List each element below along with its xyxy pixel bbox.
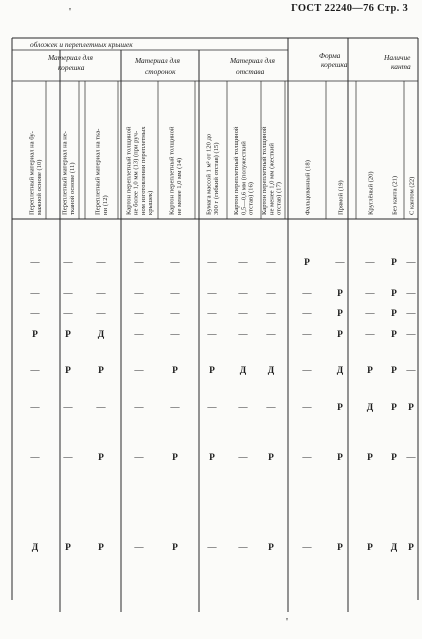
table-cell: Р	[337, 543, 343, 553]
table-cell: —	[238, 288, 248, 298]
table-cell: Д	[267, 366, 275, 376]
table-cell: —	[30, 257, 40, 267]
table-cell: —	[207, 542, 217, 552]
column-header-19: Прямой (19)	[337, 180, 345, 215]
table-cell: —	[238, 329, 248, 339]
table-cell: Р	[408, 403, 414, 413]
column-header-11: тканой основе (11)	[68, 162, 76, 215]
table-cell: —	[63, 257, 73, 267]
table-cell: —	[302, 288, 312, 298]
table-cell: Р	[304, 258, 310, 268]
scan-mark-top: '	[69, 6, 71, 18]
table-cell: —	[266, 308, 276, 318]
table-cell: —	[96, 308, 106, 318]
table-cell: —	[302, 542, 312, 552]
table-cell: —	[134, 257, 144, 267]
table-cell: Д	[239, 366, 247, 376]
table-cell: —	[238, 308, 248, 318]
table-cell: —	[302, 402, 312, 412]
table-cell: —	[406, 308, 416, 318]
table-cell: —	[63, 308, 73, 318]
column-header-16: отстав) (16)	[247, 182, 255, 215]
table-cell: —	[302, 329, 312, 339]
table-cell: —	[406, 257, 416, 267]
group-header-3: отстава	[236, 67, 265, 76]
table-cell: —	[266, 257, 276, 267]
column-header-14: не менее 1,0 мм (14)	[175, 157, 183, 215]
group-header-1: корешка	[58, 63, 85, 72]
table-cell: —	[365, 329, 375, 339]
table-cell: —	[63, 288, 73, 298]
table-cell: Р	[367, 543, 373, 553]
table-cell: —	[170, 288, 180, 298]
column-header-10: мажной основе (10)	[35, 159, 43, 215]
table-cell: Д	[31, 543, 39, 553]
table-cell: Р	[65, 330, 71, 340]
table-cell: Р	[98, 543, 104, 553]
table-cell: —	[134, 329, 144, 339]
table-cell: —	[238, 257, 248, 267]
table-cell: —	[365, 308, 375, 318]
table-cell: Р	[337, 309, 343, 319]
table-cell: —	[134, 308, 144, 318]
column-header-13: ном изготовлении переплетных	[139, 126, 147, 215]
table-cell: Р	[209, 453, 215, 463]
table-cell: Р	[337, 453, 343, 463]
column-header-13: не более 1,0 мм (13) (при руч-	[132, 130, 140, 215]
table-cell: —	[238, 402, 248, 412]
table-cell: —	[406, 365, 416, 375]
table-cell: Р	[337, 289, 343, 299]
table-cell: —	[302, 365, 312, 375]
table-cell: Р	[391, 453, 397, 463]
group-header-4: корешка	[321, 60, 348, 69]
table-cell: Р	[337, 330, 343, 340]
table-cell: —	[238, 542, 248, 552]
table-cell: Р	[172, 366, 178, 376]
group-header-2: сторонок	[145, 67, 176, 76]
column-header-13: Картон переплетный толщиной	[125, 126, 133, 215]
table-cell: —	[134, 288, 144, 298]
table-cell: Р	[367, 366, 373, 376]
table-cell: —	[30, 402, 40, 412]
column-header-20: Круглёный (20)	[367, 171, 375, 215]
column-header-10: Переплетный материал на бу-	[28, 131, 36, 215]
table-cell: Р	[391, 289, 397, 299]
column-header-11: Переплетный материал на не-	[61, 131, 69, 215]
table-cell: —	[96, 288, 106, 298]
table-cell: —	[406, 329, 416, 339]
column-header-17: Картон переплетный толщиной	[261, 126, 269, 215]
table-cell: Р	[391, 403, 397, 413]
column-header-15: Бумага массой 1 м² от 120 до	[205, 133, 213, 215]
column-header-21: Без канта (21)	[391, 175, 399, 215]
table-cell: Р	[209, 366, 215, 376]
table-cell: —	[63, 452, 73, 462]
table-cell: —	[30, 365, 40, 375]
standard-number: ГОСТ 22240—76	[291, 3, 375, 14]
table-cell: Р	[268, 453, 274, 463]
table-cell: —	[406, 288, 416, 298]
group-header-1: Материал для	[48, 53, 93, 62]
column-header-15: 300 г (гибкий отстав) (15)	[212, 142, 220, 215]
group-header-3: Материал для	[230, 56, 275, 65]
table-cell: Р	[65, 543, 71, 553]
table-cell: Д	[336, 366, 344, 376]
column-header-16: Картон переплетный толщиной	[233, 126, 241, 215]
group-header-5: Наличие	[384, 53, 411, 62]
group-header-5: канта	[391, 62, 411, 71]
column-header-18: Фальцованный (18)	[304, 160, 312, 215]
table-cell: —	[406, 452, 416, 462]
table-cell: Д	[390, 543, 398, 553]
table-cell: —	[30, 452, 40, 462]
title-row-text: обложек и переплетных крышек	[30, 40, 133, 49]
scan-mark-bottom: '	[286, 616, 288, 628]
table-cell: Р	[268, 543, 274, 553]
table-cell: Р	[408, 543, 414, 553]
column-header-12: ни (12)	[101, 195, 109, 215]
page-number: Стр. 3	[377, 3, 408, 14]
table-cell: —	[302, 452, 312, 462]
table-cell: —	[335, 257, 345, 267]
group-header-2: Материал для	[135, 56, 180, 65]
table-cell: Р	[98, 366, 104, 376]
column-header-13: крышек)	[147, 190, 155, 215]
column-header-14: Картон переплетный толщиной	[168, 126, 176, 215]
table-cell: —	[238, 452, 248, 462]
table-cell: Д	[97, 330, 105, 340]
group-header-4: Форма	[319, 51, 341, 60]
table-cell: Д	[366, 403, 374, 413]
table-cell: —	[170, 329, 180, 339]
table-cell: —	[207, 288, 217, 298]
table-cell: —	[266, 402, 276, 412]
table-cell: —	[207, 257, 217, 267]
column-header-22: С кантом (22)	[408, 176, 416, 215]
table-cell: Р	[65, 366, 71, 376]
column-header-17: не менее 1,0 мм (жесткий	[268, 143, 276, 215]
table-cell: Р	[172, 453, 178, 463]
table-cell: Р	[337, 403, 343, 413]
table-cell: Р	[32, 330, 38, 340]
table-cell: —	[170, 257, 180, 267]
table-cell: —	[302, 308, 312, 318]
column-header-16: 0,5—0,6 мм (полужесткий	[240, 141, 248, 215]
table-cell: —	[170, 402, 180, 412]
column-header-17: отстав) (17)	[275, 182, 283, 215]
table-cell: Р	[391, 258, 397, 268]
table-cell: Р	[391, 309, 397, 319]
table-cell: —	[134, 365, 144, 375]
table-cell: —	[266, 288, 276, 298]
table-cell: —	[365, 288, 375, 298]
table-cell: Р	[391, 330, 397, 340]
table-cell: —	[96, 402, 106, 412]
table-cell: —	[134, 402, 144, 412]
table-cell: —	[30, 288, 40, 298]
table-cell: —	[30, 308, 40, 318]
table-cell: —	[134, 452, 144, 462]
column-header-12: Переплетный материал на тка-	[94, 128, 102, 215]
table-cell: —	[207, 308, 217, 318]
table-cell: —	[134, 542, 144, 552]
table-cell: —	[207, 329, 217, 339]
table-cell: —	[63, 402, 73, 412]
table-cell: —	[207, 402, 217, 412]
table-cell: —	[266, 329, 276, 339]
table-cell: —	[96, 257, 106, 267]
table-cell: Р	[391, 366, 397, 376]
table-cell: Р	[367, 453, 373, 463]
table-cell: —	[170, 308, 180, 318]
table-cell: Р	[172, 543, 178, 553]
table-cell: —	[365, 257, 375, 267]
table-cell: Р	[98, 453, 104, 463]
